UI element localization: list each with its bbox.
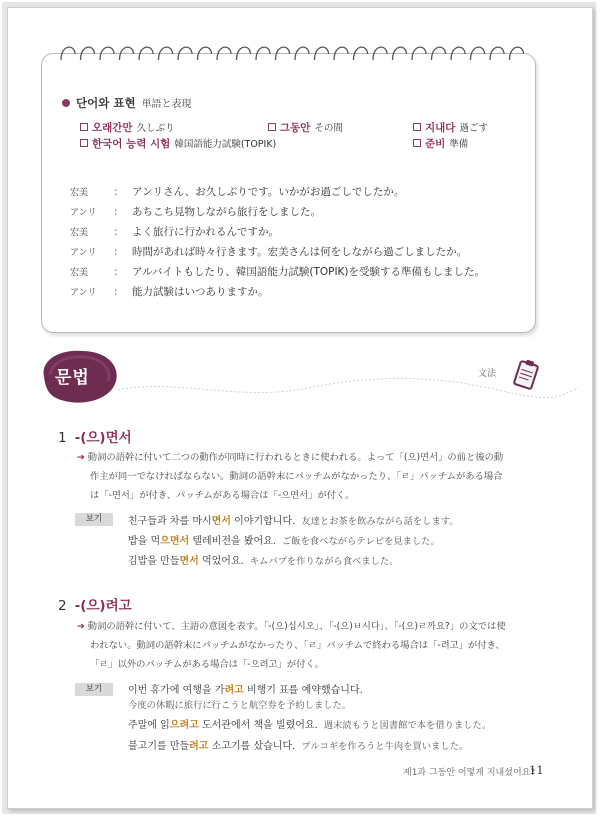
speaker: 宏美 [70, 188, 89, 198]
spiral-ring [100, 47, 114, 60]
vocab-item [413, 120, 488, 135]
speaker: 宏美 [70, 268, 89, 278]
explanation-line: われない。動詞の語幹末にパッチムがなかったり、「ㄹ」パッチムで終わる場合は「-려고」が付き、 [90, 640, 505, 651]
dialogue-line: 宏美 : アルバイトもしたり、韓国語能力試験(TOPIK)を受験する準備もしました。 [70, 266, 486, 278]
spiral-ring [256, 47, 270, 60]
vocab-heading [62, 95, 192, 111]
clipboard-icon [508, 357, 544, 393]
spiral-ring [334, 47, 348, 60]
spiral-ring [510, 47, 524, 60]
dialogue-line: アンリ : あちこち見物しながら旅行をしました。 [70, 206, 321, 218]
dialogue-line: アンリ : 時間があれば時々行きます。宏美さんは何をしながら過ごしましたか。 [70, 246, 468, 258]
vocab-jp: 準備 [449, 139, 469, 150]
checkbox-square-icon [80, 123, 88, 131]
checkbox-square-icon [413, 139, 421, 147]
vocab-title-kr: 단어와 표현 [76, 96, 136, 110]
speaker: アンリ [70, 248, 97, 258]
dialogue-line: 宏美 : よく旅行に行かれるんですか。 [70, 226, 279, 238]
example-line: 주말에 읽으려고 도서관에서 책을 빌렸어요. 週末読もうと図書館で本を借りました。 [128, 720, 492, 731]
spiral-ring [315, 47, 329, 60]
example-line: 今度の休暇に旅行に行こうと航空券を予約しました。 [128, 700, 352, 711]
spiral-ring [120, 47, 134, 60]
vocab-jp: その間 [314, 123, 343, 134]
dialogue-line: アンリ : 能力試験はいつありますか。 [70, 286, 269, 298]
checkbox-square-icon [80, 139, 88, 147]
spiral-ring [178, 47, 192, 60]
bullet-dot-icon [62, 99, 70, 107]
spiral-ring [432, 47, 446, 60]
vocab-kr: 한국어 능력 시험 [92, 138, 171, 150]
section-title [58, 426, 132, 446]
explanation-line: は「-면서」が付き、パッチムがある場合は「-으면서」が付く。 [90, 490, 355, 501]
grammar-label-jp: 文法 [478, 369, 497, 379]
example-line: 이번 휴가에 여행을 가려고 비행기 표를 예약했습니다. [128, 685, 363, 696]
example-tag: 보기 [75, 683, 113, 696]
example-tag: 보기 [75, 513, 113, 526]
spiral-ring [490, 47, 504, 60]
page-number: 11 [529, 763, 544, 777]
spiral-ring [237, 47, 251, 60]
dialogue-text: アンリさん、お久しぶりです。いかがお過ごしでしたか。 [132, 186, 405, 198]
spiral-ring [412, 47, 426, 60]
vocab-kr: 그동안 [280, 122, 311, 134]
section-title [58, 594, 132, 614]
dialogue-line: 宏美 : アンリさん、お久しぶりです。いかがお過ごしでしたか。 [70, 186, 405, 198]
spiral-rings [58, 40, 528, 62]
vocab-title-jp: 単語と表現 [141, 99, 192, 110]
section-number: 1 [58, 430, 67, 446]
vocab-item [80, 120, 175, 135]
vocab-jp: 過ごす [459, 123, 488, 134]
checkbox-square-icon [413, 123, 421, 131]
footer-chapter-title: 제1과 그동안 어떻게 지내셨어요? [403, 768, 536, 778]
example-line: 밥을 먹으면서 텔레비전을 봤어요. ご飯を食べながらテレビを見ました。 [128, 536, 440, 547]
dialogue-text: よく旅行に行かれるんですか。 [132, 226, 279, 238]
spiral-ring [295, 47, 309, 60]
example-line: 불고기를 만들려고 소고기를 샀습니다. プルコギを作ろうと牛肉を買いました。 [128, 741, 469, 752]
arrow-right-icon: ➔ [77, 452, 85, 463]
vocab-jp: 韓国語能力試験(TOPIK) [174, 139, 277, 150]
spiral-ring [159, 47, 173, 60]
vocab-kr: 오래간만 [92, 122, 133, 134]
vocab-item [268, 120, 343, 135]
spiral-ring [471, 47, 485, 60]
vocab-item [413, 136, 468, 151]
vocab-item [80, 136, 276, 151]
speaker: アンリ [70, 288, 97, 298]
speaker: 宏美 [70, 228, 89, 238]
dialogue-text: 時間があれば時々行きます。宏美さんは何をしながら過ごしましたか。 [132, 246, 468, 258]
spiral-ring [139, 47, 153, 60]
vocab-kr: 준비 [425, 138, 446, 150]
dialogue-text: あちこち見物しながら旅行をしました。 [132, 206, 321, 218]
spiral-ring [354, 47, 368, 60]
spiral-ring [217, 47, 231, 60]
explanation-line: 「ㄹ」以外のパッチムがある場合は「-으려고」が付く。 [90, 659, 324, 670]
explanation-line: 作主が同一でなければならない。動詞の語幹末にパッチムがなかったり、「ㄹ」パッチムがある場合 [90, 471, 503, 482]
dialogue-text: アルバイトもしたり、韓国語能力試験(TOPIK)を受験する準備もしました。 [132, 266, 486, 278]
example-line: 친구들과 차를 마시면서 이야기합니다. 友達とお茶を飲みながら話をします。 [128, 516, 459, 527]
grammar-title: 문법 [55, 368, 90, 388]
vocab-jp: 久しぶり [136, 123, 175, 134]
section-number: 2 [58, 598, 67, 614]
spiral-ring [451, 47, 465, 60]
explanation-line: ➔ 動詞の語幹に付いて、主語の意図を表す。「-(으)십시오」、「-(으)ㅂ시다」、「-(으)ㄹ까요?」の文では使 [77, 621, 506, 632]
section-heading: -(으)려고 [74, 598, 132, 614]
example-line: 김밥을 만들면서 먹었어요. キムパプを作りながら食べました。 [128, 556, 399, 567]
dialogue-text: 能力試験はいつありますか。 [132, 286, 269, 298]
speaker: アンリ [70, 208, 97, 218]
checkbox-square-icon [268, 123, 276, 131]
spiral-ring [393, 47, 407, 60]
section-heading: -(으)면서 [74, 430, 132, 446]
spiral-ring [81, 47, 95, 60]
spiral-ring [198, 47, 212, 60]
explanation-line: ➔ 動詞の語幹に付いて二つの動作が同時に行われるときに使われる。よって「(으)면서」の前と後の動 [77, 452, 504, 463]
spiral-ring [61, 47, 75, 60]
spiral-ring [373, 47, 387, 60]
vocab-kr: 지내다 [425, 122, 456, 134]
spiral-ring [276, 47, 290, 60]
arrow-right-icon: ➔ [77, 621, 85, 632]
